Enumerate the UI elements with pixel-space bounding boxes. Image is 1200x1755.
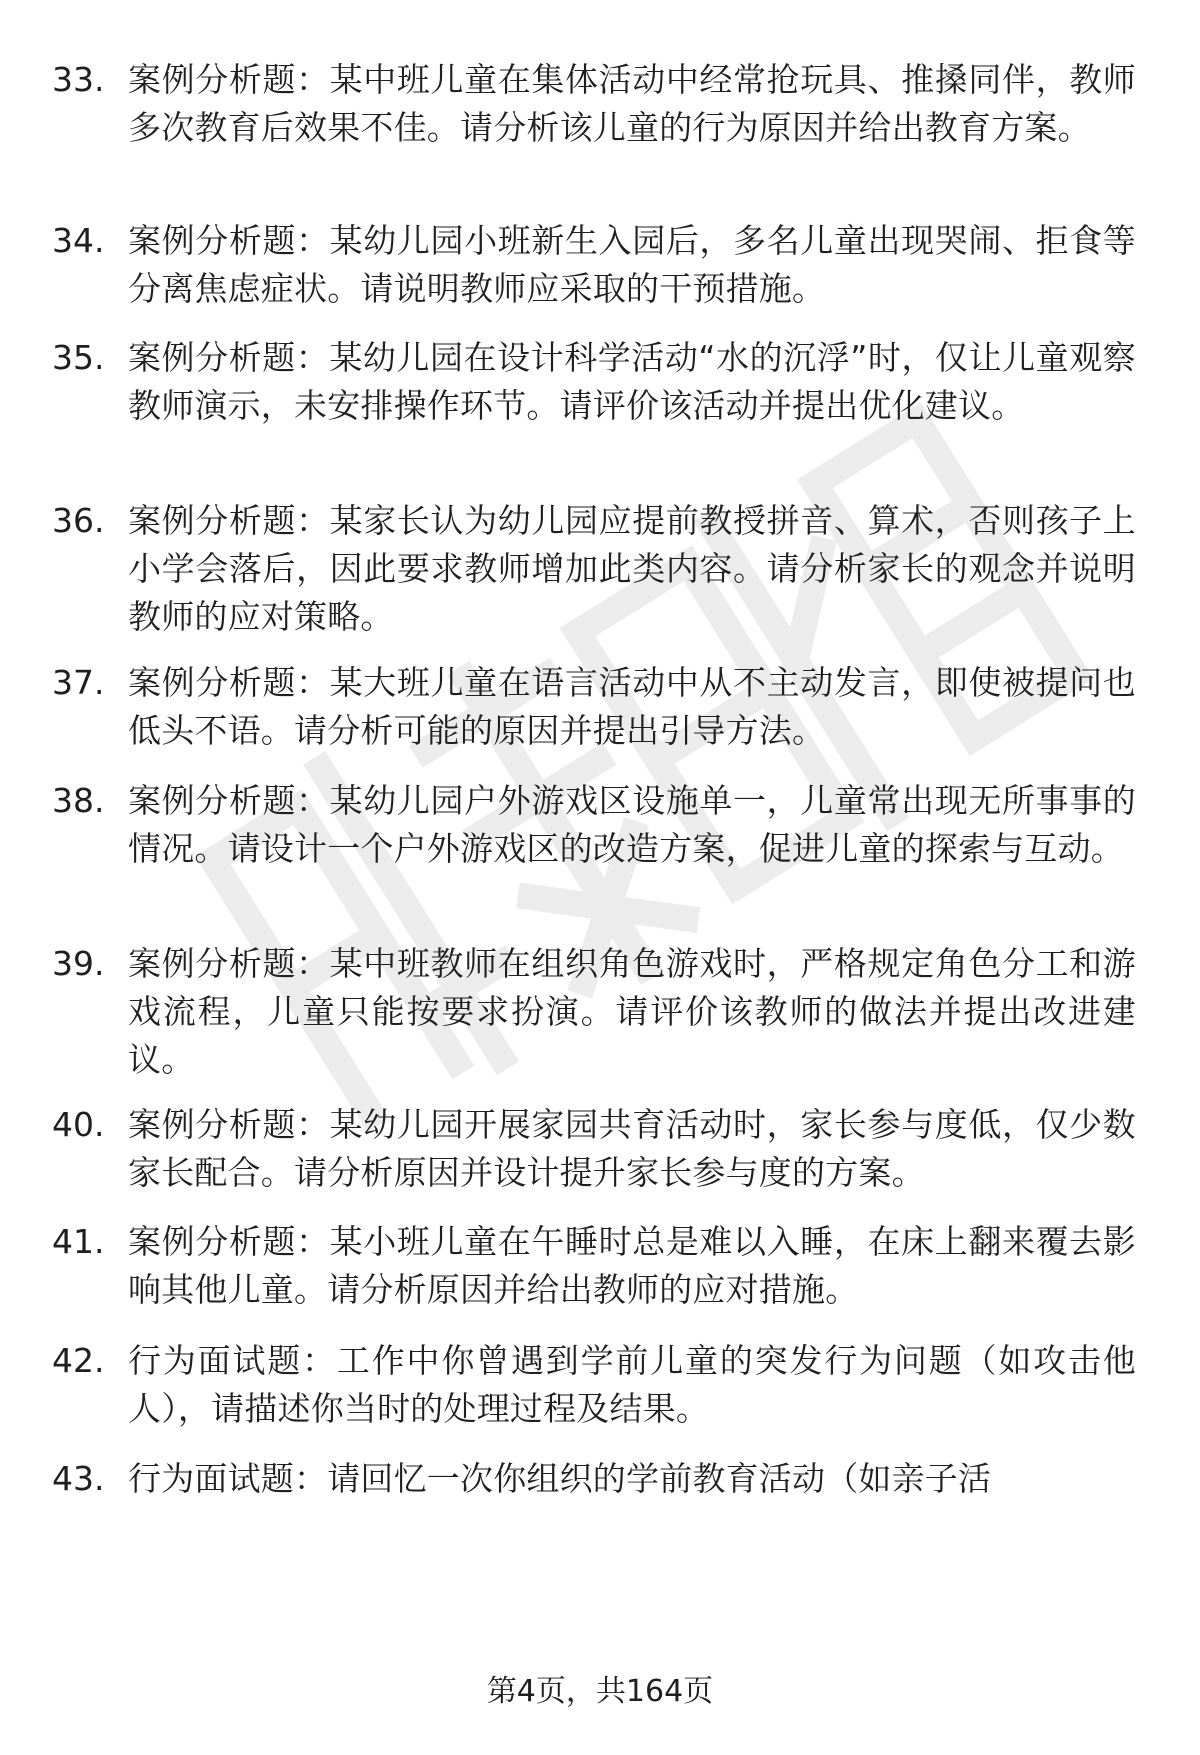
question-text: 案例分析题：某小班儿童在午睡时总是难以入睡，在床上翻来覆去影响其他儿童。请分析原因并给出教师的应对措施。 <box>128 1222 1136 1309</box>
question-text: 行为面试题：请回忆一次你组织的学前教育活动（如亲子活 <box>128 1459 992 1498</box>
question-number: 43. <box>52 1459 105 1498</box>
question-number: 39. <box>52 944 105 983</box>
question-number: 42. <box>52 1341 105 1380</box>
question-text: 案例分析题：某大班儿童在语言活动中从不主动发言，即使被提问也低头不语。请分析可能的原因并提出引导方法。 <box>128 663 1136 750</box>
question-text: 案例分析题：某幼儿园小班新生入园后，多名儿童出现哭闹、拒食等分离焦虑症状。请说明教师应采取的干预措施。 <box>128 221 1136 308</box>
question-number: 40. <box>52 1105 105 1144</box>
question-number: 37. <box>52 663 105 702</box>
question-text: 案例分析题：某幼儿园户外游戏区设施单一，儿童常出现无所事事的情况。请设计一个户外游戏区的改造方案，促进儿童的探索与互动。 <box>128 781 1136 868</box>
question-number: 35. <box>52 338 105 377</box>
question-text: 案例分析题：某家长认为幼儿园应提前教授拼音、算术，否则孩子上小学会落后，因此要求教师增加此类内容。请分析家长的观念并说明教师的应对策略。 <box>128 501 1136 636</box>
question-number: 41. <box>52 1222 105 1261</box>
question-number: 36. <box>52 501 105 540</box>
question-text: 案例分析题：某幼儿园在设计科学活动“水的沉浮”时，仅让儿童观察教师演示，未安排操作环节。请评价该活动并提出优化建议。 <box>128 338 1136 425</box>
question-text: 案例分析题：某中班教师在组织角色游戏时，严格规定角色分工和游戏流程，儿童只能按要求扮演。请评价该教师的做法并提出改进建议。 <box>128 944 1136 1079</box>
question-text: 案例分析题：某幼儿园开展家园共育活动时，家长参与度低，仅少数家长配合。请分析原因并设计提升家长参与度的方案。 <box>128 1105 1136 1192</box>
page-footer: 第4页，共164页 <box>486 1674 714 1709</box>
question-number: 38. <box>52 781 105 820</box>
question-text: 行为面试题：工作中你曾遇到学前儿童的突发行为问题（如攻击他人），请描述你当时的处理过程及结果。 <box>128 1341 1136 1428</box>
question-number: 33. <box>52 60 105 99</box>
question-number: 34. <box>52 221 105 260</box>
question-text: 案例分析题：某中班儿童在集体活动中经常抢玩具、推搡同伴，教师多次教育后效果不佳。请分析该儿童的行为原因并给出教育方案。 <box>128 60 1136 147</box>
